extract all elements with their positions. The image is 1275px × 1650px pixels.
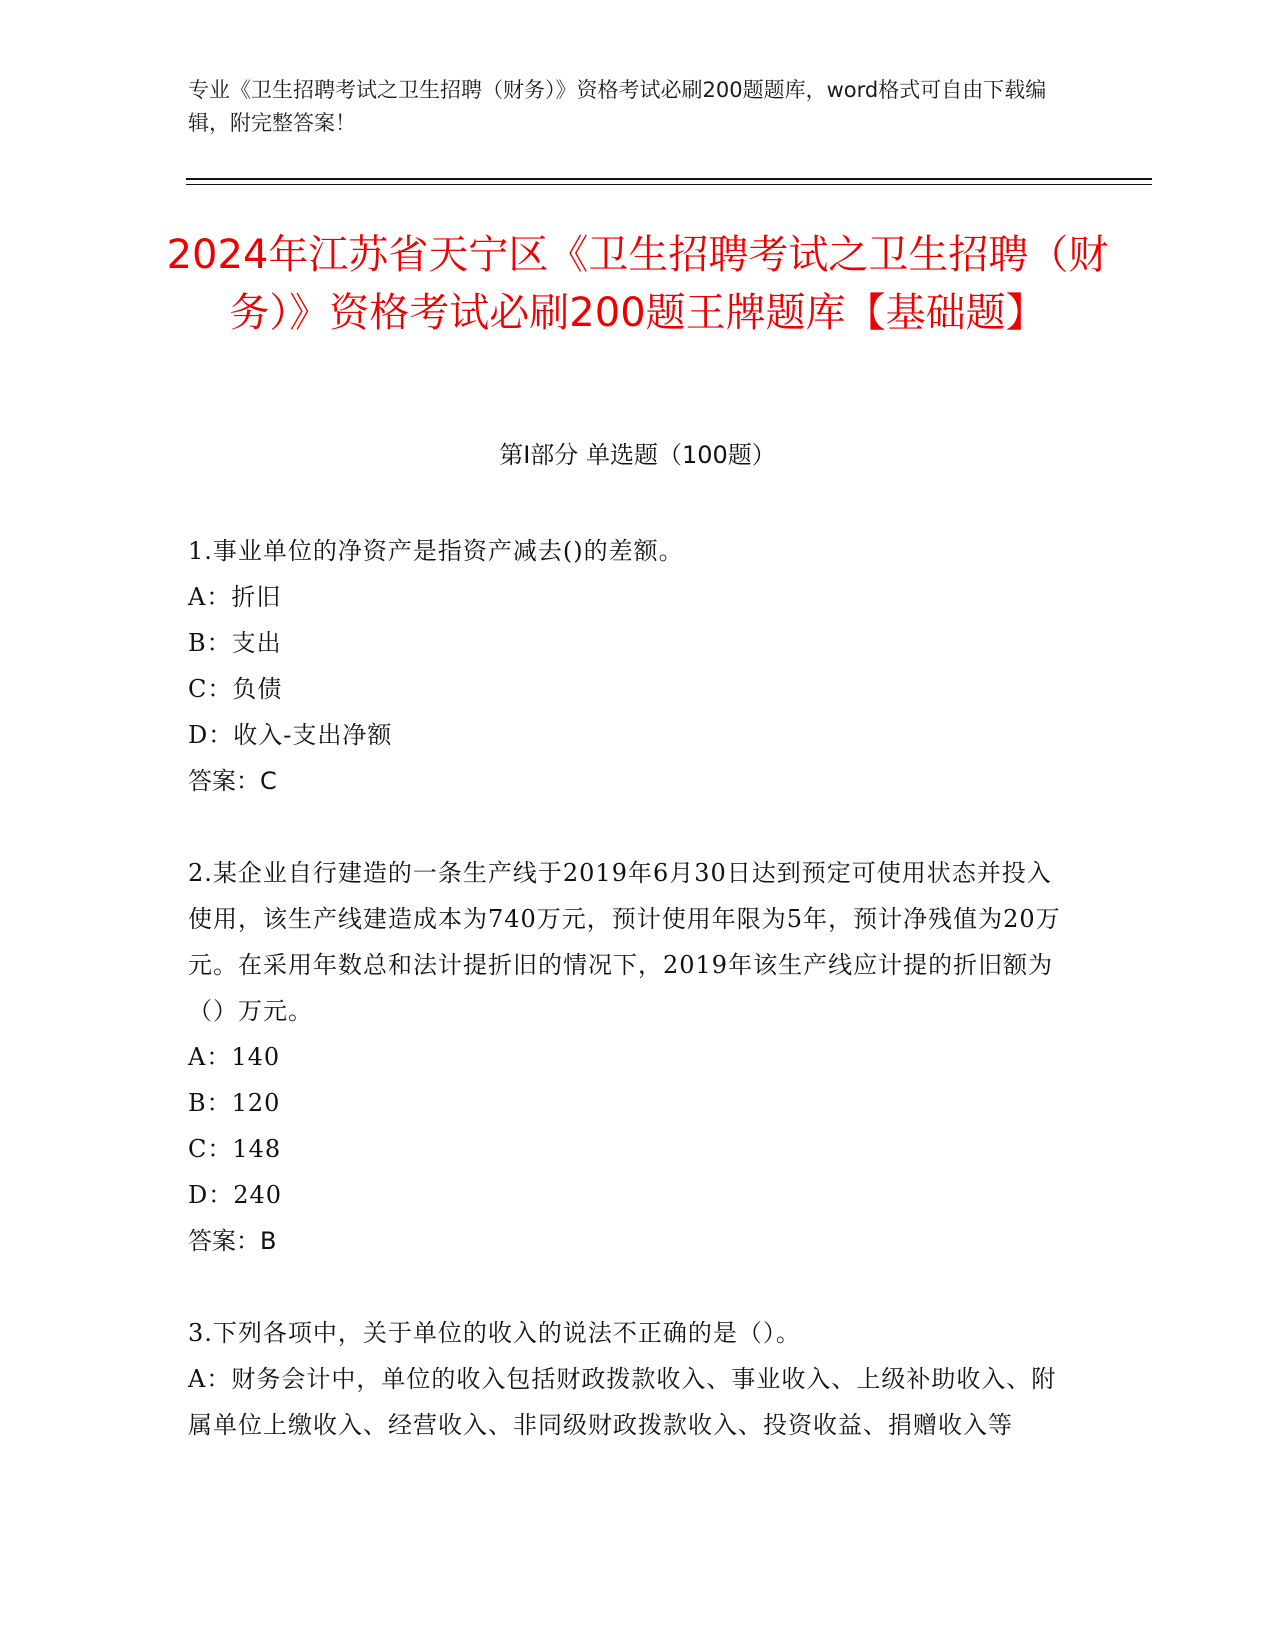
question-stem: 2.某企业自行建造的一条生产线于2019年6月30日达到预定可使用状态并投入使用，该生产线建造成本为740万元，预计使用年限为5年，预计净残值为20万元。在采用年数总和法计提折旧的情况下，2019年该生产线应计提的折旧额为（）万元。 [188, 859, 1061, 1025]
document-title: 2024年江苏省天宁区《卫生招聘考试之卫生招聘（财务）》资格考试必刷200题王牌题库【基础题】 [166, 232, 1109, 336]
question-stem: 1.事业单位的净资产是指资产减去()的差额。 [188, 537, 684, 565]
section-title: 第Ⅰ部分 单选题（100题） [499, 441, 776, 469]
answer: 答案：B [188, 1227, 277, 1255]
option-a: A：140 [188, 1043, 281, 1071]
header-note: 专业《卫生招聘考试之卫生招聘（财务）》资格考试必刷200题题库，word格式可自由下载编辑，附完整答案！ [188, 78, 1047, 135]
header-divider-thin [186, 184, 1152, 185]
question-list [188, 528, 1068, 1494]
option-d: D：240 [188, 1181, 283, 1209]
option-a: A：财务会计中，单位的收入包括财政拨款收入、事业收入、上级补助收入、附属单位上缴收入、经营收入、非同级财政拨款收入、投资收益、捐赠收入等 [188, 1365, 1057, 1439]
question-1 [188, 528, 1068, 804]
answer: 答案：C [188, 767, 277, 795]
option-b: B：支出 [188, 629, 282, 657]
option-b: B：120 [188, 1089, 281, 1117]
question-2 [188, 850, 1068, 1264]
option-c: C：负债 [188, 675, 283, 703]
option-d: D：收入-支出净额 [188, 721, 393, 749]
option-a: A：折旧 [188, 583, 282, 611]
option-c: C：148 [188, 1135, 282, 1163]
question-3 [188, 1310, 1068, 1448]
header-divider-thick [186, 178, 1152, 180]
question-stem: 3.下列各项中，关于单位的收入的说法不正确的是（）。 [188, 1319, 801, 1347]
